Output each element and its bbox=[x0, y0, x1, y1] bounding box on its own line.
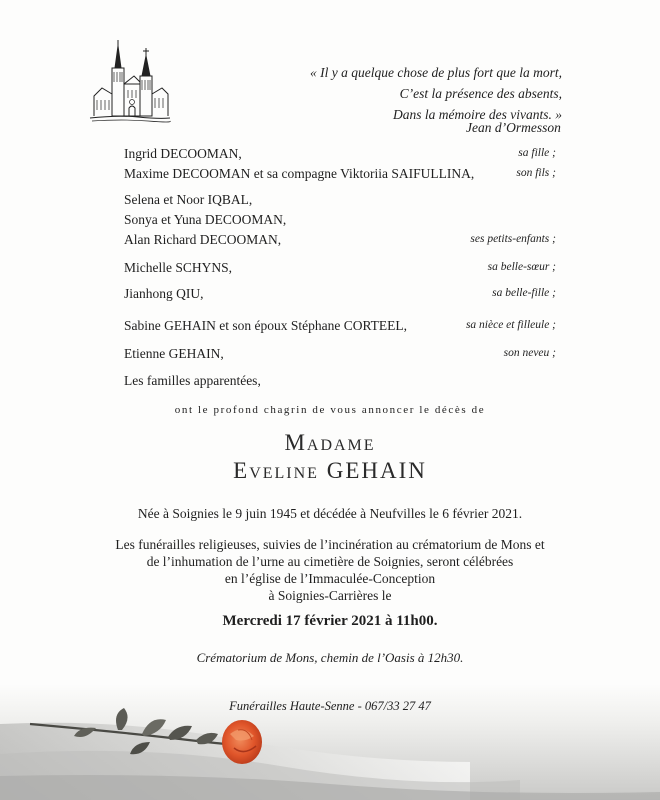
funeral-date: Mercredi 17 février 2021 à 11h00. bbox=[222, 613, 438, 629]
funeral-home-line: Funérailles Haute-Senne - 067/33 27 47 bbox=[229, 699, 431, 713]
family-relation: sa nièce et filleule ; bbox=[465, 319, 556, 331]
family-name: Michelle SCHYNS, bbox=[124, 260, 232, 275]
funeral-line-1: Les funérailles religieuses, suivies de l’incinération au crématorium de Mons et bbox=[115, 537, 545, 552]
family-name: Sabine GEHAIN et son époux Stéphane CORTEEL, bbox=[124, 318, 408, 333]
quote-line-2: C’est la présence des absents, bbox=[399, 86, 562, 101]
family-row bbox=[124, 260, 556, 282]
deceased-name bbox=[0, 458, 660, 484]
quote-line-1: « Il y a quelque chose de plus fort que la mort, bbox=[310, 65, 562, 80]
family-name: Jianhong QIU, bbox=[124, 286, 204, 301]
family-name: Selena et Noor IQBAL, bbox=[124, 192, 253, 207]
family-name: Alan Richard DECOOMAN, bbox=[124, 232, 282, 247]
family-relation: son neveu ; bbox=[503, 347, 556, 359]
church-illustration bbox=[88, 38, 172, 124]
funeral-line-2: de l’inhumation de l’urne au cimetière de Soignies, seront célébrées bbox=[146, 554, 514, 569]
family-relation: sa belle-sœur ; bbox=[487, 261, 556, 273]
family-row bbox=[124, 286, 556, 308]
birth-death-line: Née à Soignies le 9 juin 1945 et décédée à Neufvilles le 6 février 2021. bbox=[137, 506, 523, 521]
family-row bbox=[124, 212, 556, 234]
family-row bbox=[124, 192, 556, 214]
family-name: Les familles apparentées, bbox=[124, 373, 261, 388]
family-relation: ses petits-enfants ; bbox=[470, 233, 556, 245]
crematorium-line: Crématorium de Mons, chemin de l’Oasis à 12h30. bbox=[196, 650, 464, 665]
deceased-last-name: GEHAIN bbox=[326, 458, 427, 483]
family-relation: sa fille ; bbox=[518, 147, 556, 159]
announcement-text: ont le profond chagrin de vous annoncer le décès de bbox=[174, 404, 486, 416]
family-row bbox=[124, 146, 556, 168]
family-name: Maxime DECOOMAN et sa compagne Viktoriia SAIFULLINA, bbox=[124, 166, 475, 181]
deceased-first-name: Eveline bbox=[233, 458, 319, 483]
family-name: Sonya et Yuna DECOOMAN, bbox=[124, 212, 287, 227]
family-relation: sa belle-fille ; bbox=[492, 287, 556, 299]
family-row bbox=[124, 373, 556, 395]
family-row bbox=[124, 346, 556, 368]
quote-line-3: Dans la mémoire des vivants. » bbox=[393, 107, 562, 122]
family-row bbox=[124, 318, 556, 340]
family-row bbox=[124, 166, 556, 188]
deceased-title: Madame bbox=[284, 430, 376, 455]
family-name: Etienne GEHAIN, bbox=[124, 346, 224, 361]
quote-author: Jean d’Ormesson bbox=[466, 120, 561, 135]
family-row bbox=[124, 232, 556, 254]
funeral-line-3: en l’église de l’Immaculée-Conception bbox=[224, 571, 436, 586]
funeral-line-4: à Soignies-Carrières le bbox=[268, 588, 392, 603]
family-name: Ingrid DECOOMAN, bbox=[124, 146, 242, 161]
family-relation: son fils ; bbox=[516, 167, 556, 179]
